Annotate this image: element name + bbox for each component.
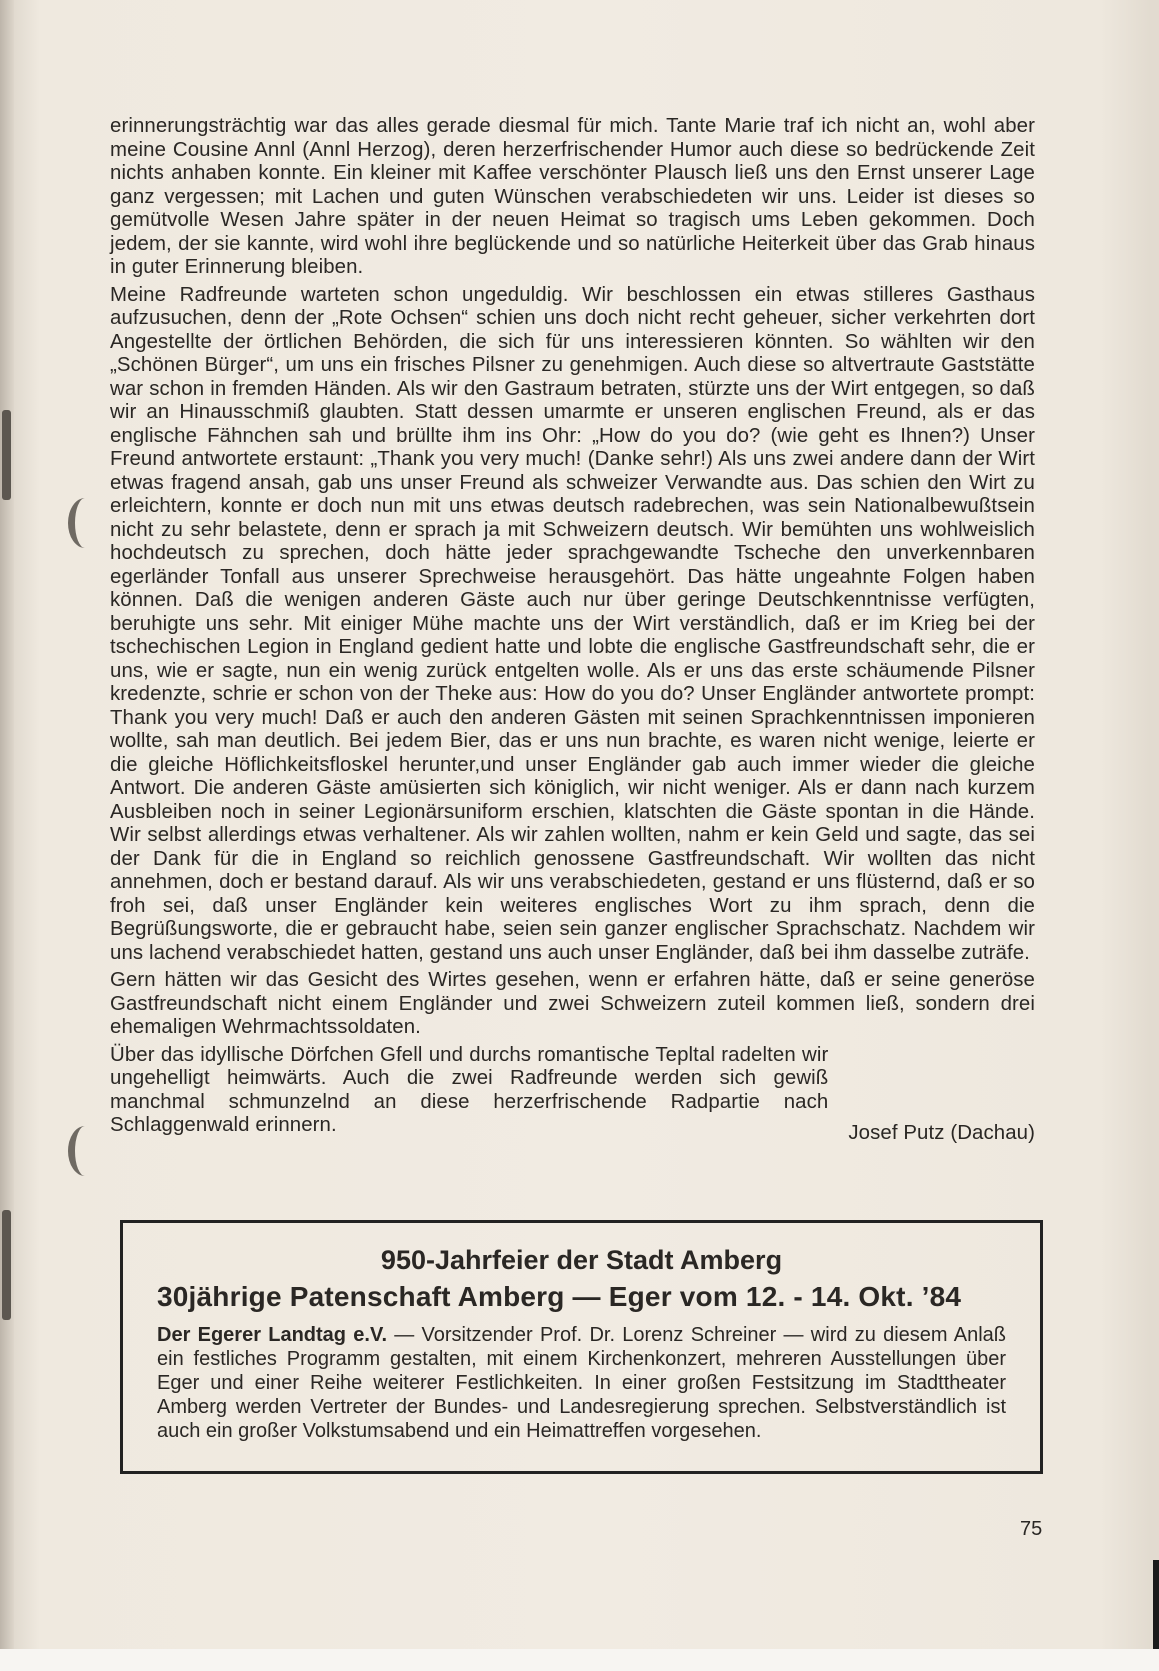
notice-title: 950-Jahrfeier der Stadt Amberg [380, 1245, 783, 1275]
article-paragraph: Gern hätten wir das Gesicht des Wirtes gesehen, wenn er erfahren hätte, daß er seine generöse Gastfreundschaft nicht einem Engländer und zwei Schweizern zuteil kommen ließ, sondern drei ehemaligen Wehrmachtssoldaten. [110, 969, 1035, 1038]
article-author: Josef Putz (Dachau) [848, 1122, 1035, 1144]
scan-bottom-strip [0, 1649, 1159, 1671]
article-paragraph: Meine Radfreunde warteten schon ungeduldig. Wir beschlossen ein etwas stilleres Gasthaus aufzusuchen, denn der „Rote Ochsen“ schien uns doch nicht recht geheuer, sicher verkehrten dort Angestellte der örtlichen Behörden, die sich für uns interessieren könnten. So wählten wir den „Schönen Bürger“, um uns ein frisches Pilsner zu genehmigen. Auch diese so altvertraute Gaststätte war schon in fremden Händen. Als wir den Gastraum betraten, stürzte uns der Wirt entgegen, so daß wir an Hinausschmiß glaubten. Statt dessen umarmte er unseren englischen Freund, als er das englische Fähnchen sah und brüllte ihm ins Ohr: „How do you do? (wie geht es Ihnen?) Unser Freund antwortete erstaunt: „Thank you very much! (Danke sehr!) Als uns zwei andere dann der Wirt etwas fragend ansah, gab uns unser Freund als schweizer Verwandte aus. Das schien den Wirt zu erleichtern, konnte er doch nun mit uns etwas deutsch radebrechen, was sein Nationalbewußtsein nicht zu sehr belastete, denn er sprach ja mit Schweizern deutsch. Wir bemühten uns wohlweislich hochdeutsch zu sprechen, doch hätte jeder sprachgewandte Tscheche den unverkennbaren egerländer Tonfall aus unserer Sprechweise herausgehört. Das hätte ungeahnte Folgen haben können. Daß die wenigen anderen Gäste auch nur über geringe Deutschkenntnisse verfügten, beruhigte uns sehr. Mit einiger Mühe machte uns der Wirt verständlich, daß er im Krieg bei der tschechischen Legion in England gedient hatte und lobte die englische Gastfreundschaft sehr, die er uns, wie er sagte, nun ein wenig zurück entgelten wolle. Als er uns das erste schäumende Pilsner kredenzte, schrie er schon von der Theke aus: How do you do? Unser Engländer antwortete prompt: Thank you very much! Daß er auch den anderen Gästen mit seinen Sprachkenntnissen imponieren wollte, sah man deutlich. Bei jedem Bier, das er uns nun brachte, es waren nicht wenige, leierte er die gleiche Höflichkeitsfloskel herunter,und unser Engländer gab auch immer wieder die gleiche Antwort. Die anderen Gäste amüsierten sich königlich, wir nicht weniger. Als er dann nach kurzem Ausbleiben noch in seiner Legionärsuniform erschien, klatschten die Gäste spontan in die Hände. Wir selbst allerdings etwas verhaltener. Als wir zahlen wollten, nahm er kein Geld und sagte, das sei der Dank für die in England so reichlich genossene Gastfreundschaft. Wir wollten das nicht annehmen, doch er bestand darauf. Als wir uns verabschiedeten, gestand er uns flüsternd, daß er so froh sei, daß unser Engländer kein weiteres englisches Wort zu ihm sprach, denn die Begrüßungsworte, die er gebraucht habe, seien sein ganzer englischer Sprachschatz. Nachdem wir uns lachend verabschiedet hatten, gestand uns auch unser Engländer, daß bei ihm dasselbe zuträfe. [110, 283, 1035, 964]
notice-organizer: Der Egerer Landtag e.V. [157, 1324, 388, 1346]
article-closing [110, 1043, 1035, 1144]
article-paragraph: Über das idyllische Dörfchen Gfell und durchs romantische Tepltal radelten wir ungehelligt heimwärts. Auch die zwei Radfreunde werden sich gewiß manchmal schmunzelnd an diese herzerfrischende Radpartie nach Schlaggenwald erinnern. [110, 1043, 829, 1136]
article-paragraph: erinnerungsträchtig war das alles gerade diesmal für mich. Tante Marie traf ich nicht an, wohl aber meine Cousine Annl (Annl Herzog), deren herzerfrischender Humor auch diese so bedrückende Zeit nichts anhaben konnte. Ein kleiner mit Kaffee verschönter Plausch ließ uns den Ernst unserer Lage ganz vergessen; mit Lachen und guten Wünschen verabschiedeten wir uns. Leider ist dieses so gemütvolle Wesen Jahre später in der neuen Heimat so tragisch ums Leben gekommen. Doch jedem, der sie kannte, wird wohl ihre beglückende und so natürliche Heiterkeit über das Grab hinaus in guter Erinnerung bleiben. [110, 115, 1035, 278]
article-body [110, 115, 1035, 1142]
binder-clip-mark [2, 1210, 11, 1320]
binder-clip-mark [2, 410, 11, 500]
punch-hole-icon [68, 1126, 102, 1176]
notice-body: — Vorsitzender Prof. Dr. Lorenz Schreiner — wird zu diesem Anlaß ein festliches Programm gestalten, mit einem Kirchenkonzert, mehreren Ausstellungen über Eger und einer Reihe weiterer Festlichkeiten. In einer großen Festsitzung im Stadttheater Amberg werden Vertreter der Bundes- und Landesregierung sprechen. Selbstverständlich ist auch ein großer Volkstumsabend und ein Heimattreffen vorgesehen. [157, 1324, 1006, 1442]
page-number: 75 [1020, 1518, 1043, 1540]
event-notice-box [120, 1220, 1043, 1474]
notice-text [157, 1323, 1006, 1443]
notice-subtitle: 30jährige Patenschaft Amberg — Eger vom 12. - 14. Okt. ’84 [157, 1281, 962, 1312]
binding-edge [0, 0, 14, 1671]
punch-hole-icon [68, 498, 102, 548]
